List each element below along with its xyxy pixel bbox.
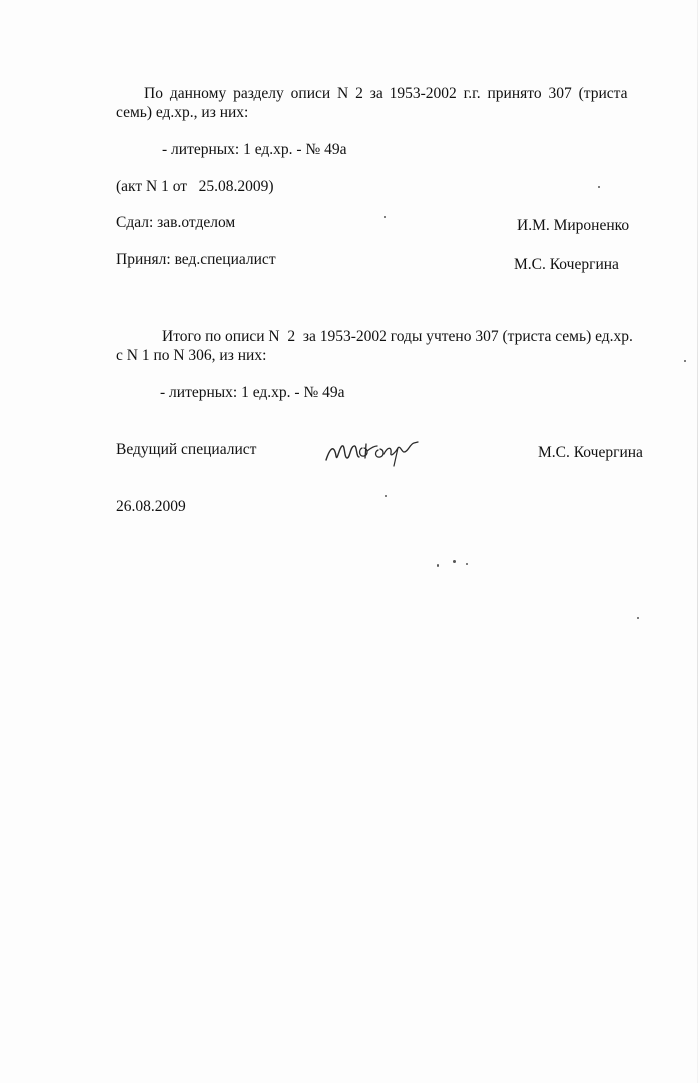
accepted-name: М.С. Кочергина [514,256,619,273]
accepted-label: Принял: вед.специалист [116,251,276,268]
scan-speck [466,563,468,565]
document-date: 26.08.2009 [116,498,186,515]
handed-over-label: Сдал: зав.отделом [116,214,236,231]
signer-name: М.С. Кочергина [538,444,643,461]
section1-paragraph-line1: По данному разделу описи N 2 за 1953-2002 г.г. принято 307 (триста [144,85,628,102]
handed-over-name: И.М. Мироненко [517,217,630,234]
scan-speck [437,564,439,567]
scan-speck [453,560,456,563]
section2-paragraph-line1: Итого по описи N 2 за 1953-2002 годы учтено 307 (триста семь) ед.хр. [162,328,633,345]
act-reference: (акт N 1 от 25.08.2009) [116,178,274,195]
scan-speck [384,216,386,218]
scan-edge [697,0,698,1083]
section1-paragraph-line2: семь) ед.хр., из них: [116,104,249,121]
scan-speck [637,617,639,619]
scan-speck [598,186,600,188]
handwritten-signature [322,434,432,470]
section1-literal-items: - литерных: 1 ед.хр. - № 49а [162,141,347,158]
scan-speck [684,360,686,362]
section2-literal-items: - литерных: 1 ед.хр. - № 49а [160,384,345,401]
signer-title: Ведущий специалист [116,441,257,458]
scan-speck [385,495,387,497]
section2-paragraph-line2: с N 1 по N 306, из них: [116,347,267,364]
